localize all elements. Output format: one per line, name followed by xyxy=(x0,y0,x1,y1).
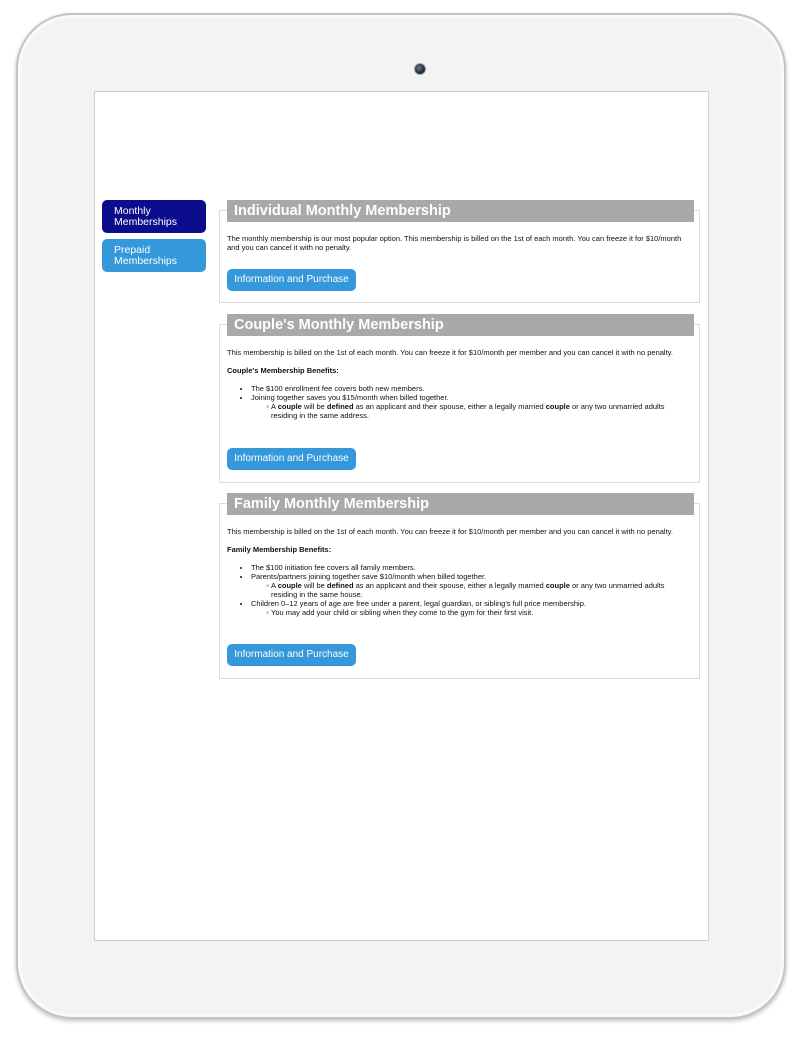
couple-definition xyxy=(271,402,692,420)
individual-membership-title: Individual Monthly Membership xyxy=(227,200,694,222)
list-item xyxy=(251,599,692,617)
couple-benefits-list xyxy=(227,384,692,420)
couple-definition-list xyxy=(251,402,692,420)
bold-text: defined xyxy=(326,581,354,590)
text: A xyxy=(271,581,278,590)
bold-text: couple xyxy=(545,402,570,411)
bold-text: couple xyxy=(545,581,570,590)
list-item-text: Joining together saves you $15/month when billed together. xyxy=(251,393,449,402)
text: A xyxy=(271,402,278,411)
family-purchase-button[interactable]: Information and Purchase xyxy=(227,644,356,666)
list-item xyxy=(251,572,692,599)
couple-purchase-button[interactable]: Information and Purchase xyxy=(227,448,356,470)
sidebar xyxy=(102,200,206,278)
bold-text: defined xyxy=(326,402,354,411)
sidebar-item-monthly-memberships[interactable]: Monthly Memberships xyxy=(102,200,206,233)
text: or any two unmarried adults residing in the same house. xyxy=(271,581,665,599)
text: as an applicant and their spouse, either a legally married xyxy=(353,402,546,411)
camera-icon xyxy=(414,63,426,75)
individual-purchase-button[interactable]: Information and Purchase xyxy=(227,269,356,291)
bold-text: couple xyxy=(277,581,302,590)
screen xyxy=(94,91,709,941)
family-children-list xyxy=(251,608,692,617)
couple-description: This membership is billed on the 1st of each month. You can freeze it for $10/month per member and you can cancel it with no penalty. xyxy=(227,348,673,357)
family-membership-body xyxy=(227,527,692,617)
list-item: • The $100 enrollment fee covers both new members. xyxy=(251,384,692,393)
individual-description: The monthly membership is our most popular option. This membership is billed on the 1st of each month. You can freeze it for $10/month and you can cancel it with no penalty. xyxy=(227,234,682,252)
couple-benefits-label: Couple's Membership Benefits: xyxy=(227,366,339,375)
family-membership-panel xyxy=(219,496,700,679)
list-item-text: Children 0–12 years of age are free under a parent, legal guardian, or sibling's full price membership. xyxy=(251,599,586,608)
list-item-text: Parents/partners joining together save $10/month when billed together. xyxy=(251,572,487,581)
couple-membership-title: Couple's Monthly Membership xyxy=(227,314,694,336)
list-item xyxy=(251,393,692,420)
family-membership-title: Family Monthly Membership xyxy=(227,493,694,515)
couple-membership-body xyxy=(227,348,692,420)
couple-definition xyxy=(271,581,692,599)
text: as an applicant and their spouse, either a legally married xyxy=(353,581,546,590)
sidebar-item-prepaid-memberships[interactable]: Prepaid Memberships xyxy=(102,239,206,272)
children-note: ▫ You may add your child or sibling when they come to the gym for their first visit. xyxy=(271,608,692,617)
individual-membership-body xyxy=(227,234,692,261)
individual-membership-panel xyxy=(219,203,700,303)
list-item: • The $100 initiation fee covers all family members. xyxy=(251,563,692,572)
family-description: This membership is billed on the 1st of each month. You can freeze it for $10/month per member and you can cancel it with no penalty. xyxy=(227,527,673,536)
text: will be xyxy=(301,581,327,590)
text: will be xyxy=(301,402,327,411)
family-benefits-list xyxy=(227,563,692,617)
couple-membership-panel xyxy=(219,317,700,483)
bold-text: couple xyxy=(277,402,302,411)
family-definition-list xyxy=(251,581,692,599)
text: or any two unmarried adults residing in the same address. xyxy=(271,402,665,420)
family-benefits-label: Family Membership Benefits: xyxy=(227,545,332,554)
